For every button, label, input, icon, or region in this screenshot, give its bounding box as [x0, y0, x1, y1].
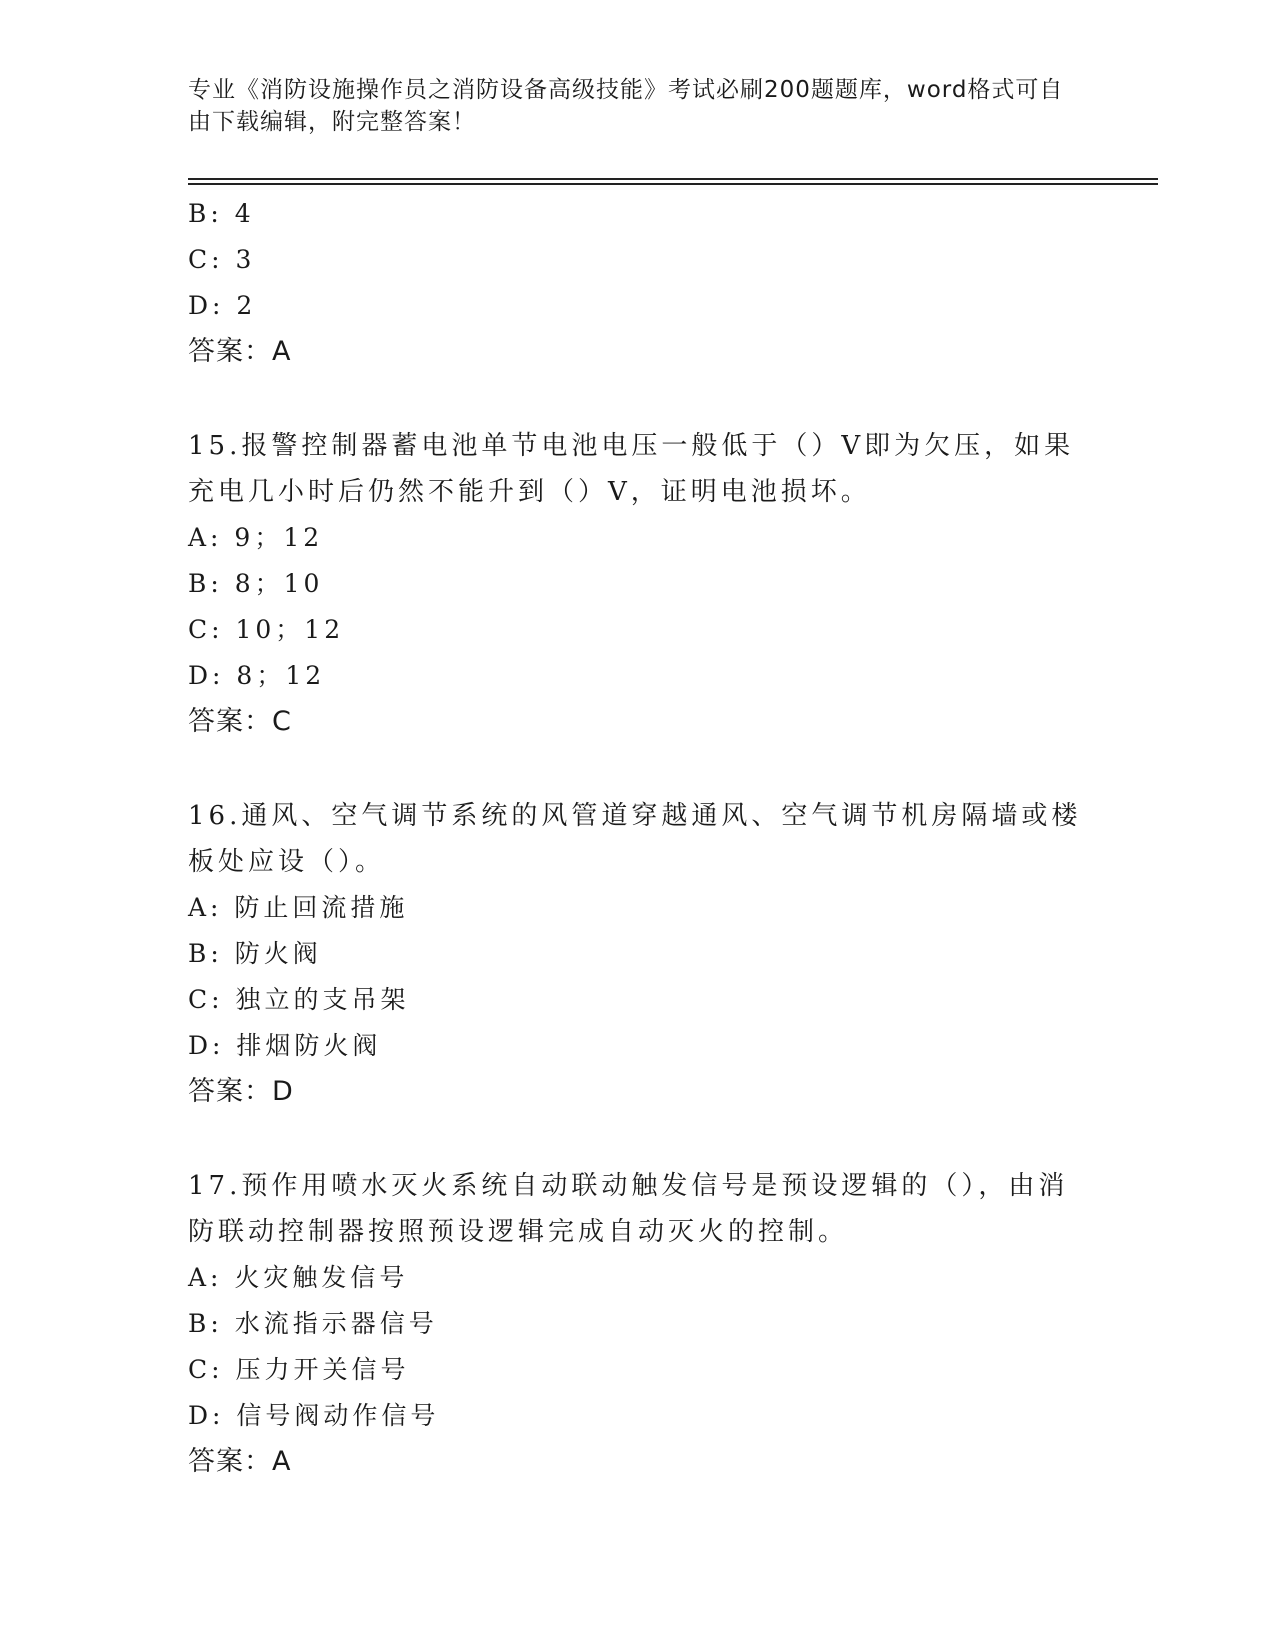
answer-line: 答案：C: [188, 706, 292, 737]
option-a: A: 防止回流措施: [188, 893, 409, 922]
question-15: [188, 423, 1088, 745]
question-stem: 17.预作用喷水灭火系统自动联动触发信号是预设逻辑的（），由消防联动控制器按照预设逻辑完成自动灭火的控制。: [188, 1171, 1069, 1247]
carryover-question: [188, 191, 1088, 375]
question-17: [188, 1163, 1088, 1485]
answer-line: 答案：A: [188, 336, 292, 367]
option-d: D: 信号阀动作信号: [188, 1401, 440, 1430]
option-c: C: 独立的支吊架: [188, 985, 410, 1014]
option-d: D: 8；12: [188, 661, 326, 690]
header-divider-bottom: [188, 183, 1158, 185]
document-header: 专业《消防设施操作员之消防设备高级技能》考试必刷200题题库，word格式可自由下载编辑，附完整答案！: [188, 77, 1064, 135]
option-c: C: 10；12: [188, 615, 345, 644]
option-b: B: 水流指示器信号: [188, 1309, 438, 1338]
option-b: B: 8；10: [188, 569, 324, 598]
header-divider-top: [188, 178, 1158, 180]
answer-line: 答案：A: [188, 1446, 292, 1477]
question-list: [188, 191, 1088, 1485]
question-stem: 15.报警控制器蓄电池单节电池电压一般低于（）V即为欠压，如果充电几小时后仍然不能升到（）V，证明电池损坏。: [188, 431, 1075, 507]
option-c: C: 压力开关信号: [188, 1355, 410, 1384]
answer-line: 答案：D: [188, 1076, 294, 1107]
question-stem: 16.通风、空气调节系统的风管道穿越通风、空气调节机房隔墙或楼板处应设（）。: [188, 801, 1082, 877]
option-b: B: 防火阀: [188, 939, 322, 968]
option-a: A: 9；12: [188, 523, 324, 552]
option-a: A: 火灾触发信号: [188, 1263, 409, 1292]
option-d: D: 排烟防火阀: [188, 1031, 382, 1060]
option-c: C: 3: [188, 245, 256, 274]
option-d: D: 2: [188, 291, 257, 320]
question-16: [188, 793, 1088, 1115]
option-b: B: 4: [188, 199, 255, 228]
